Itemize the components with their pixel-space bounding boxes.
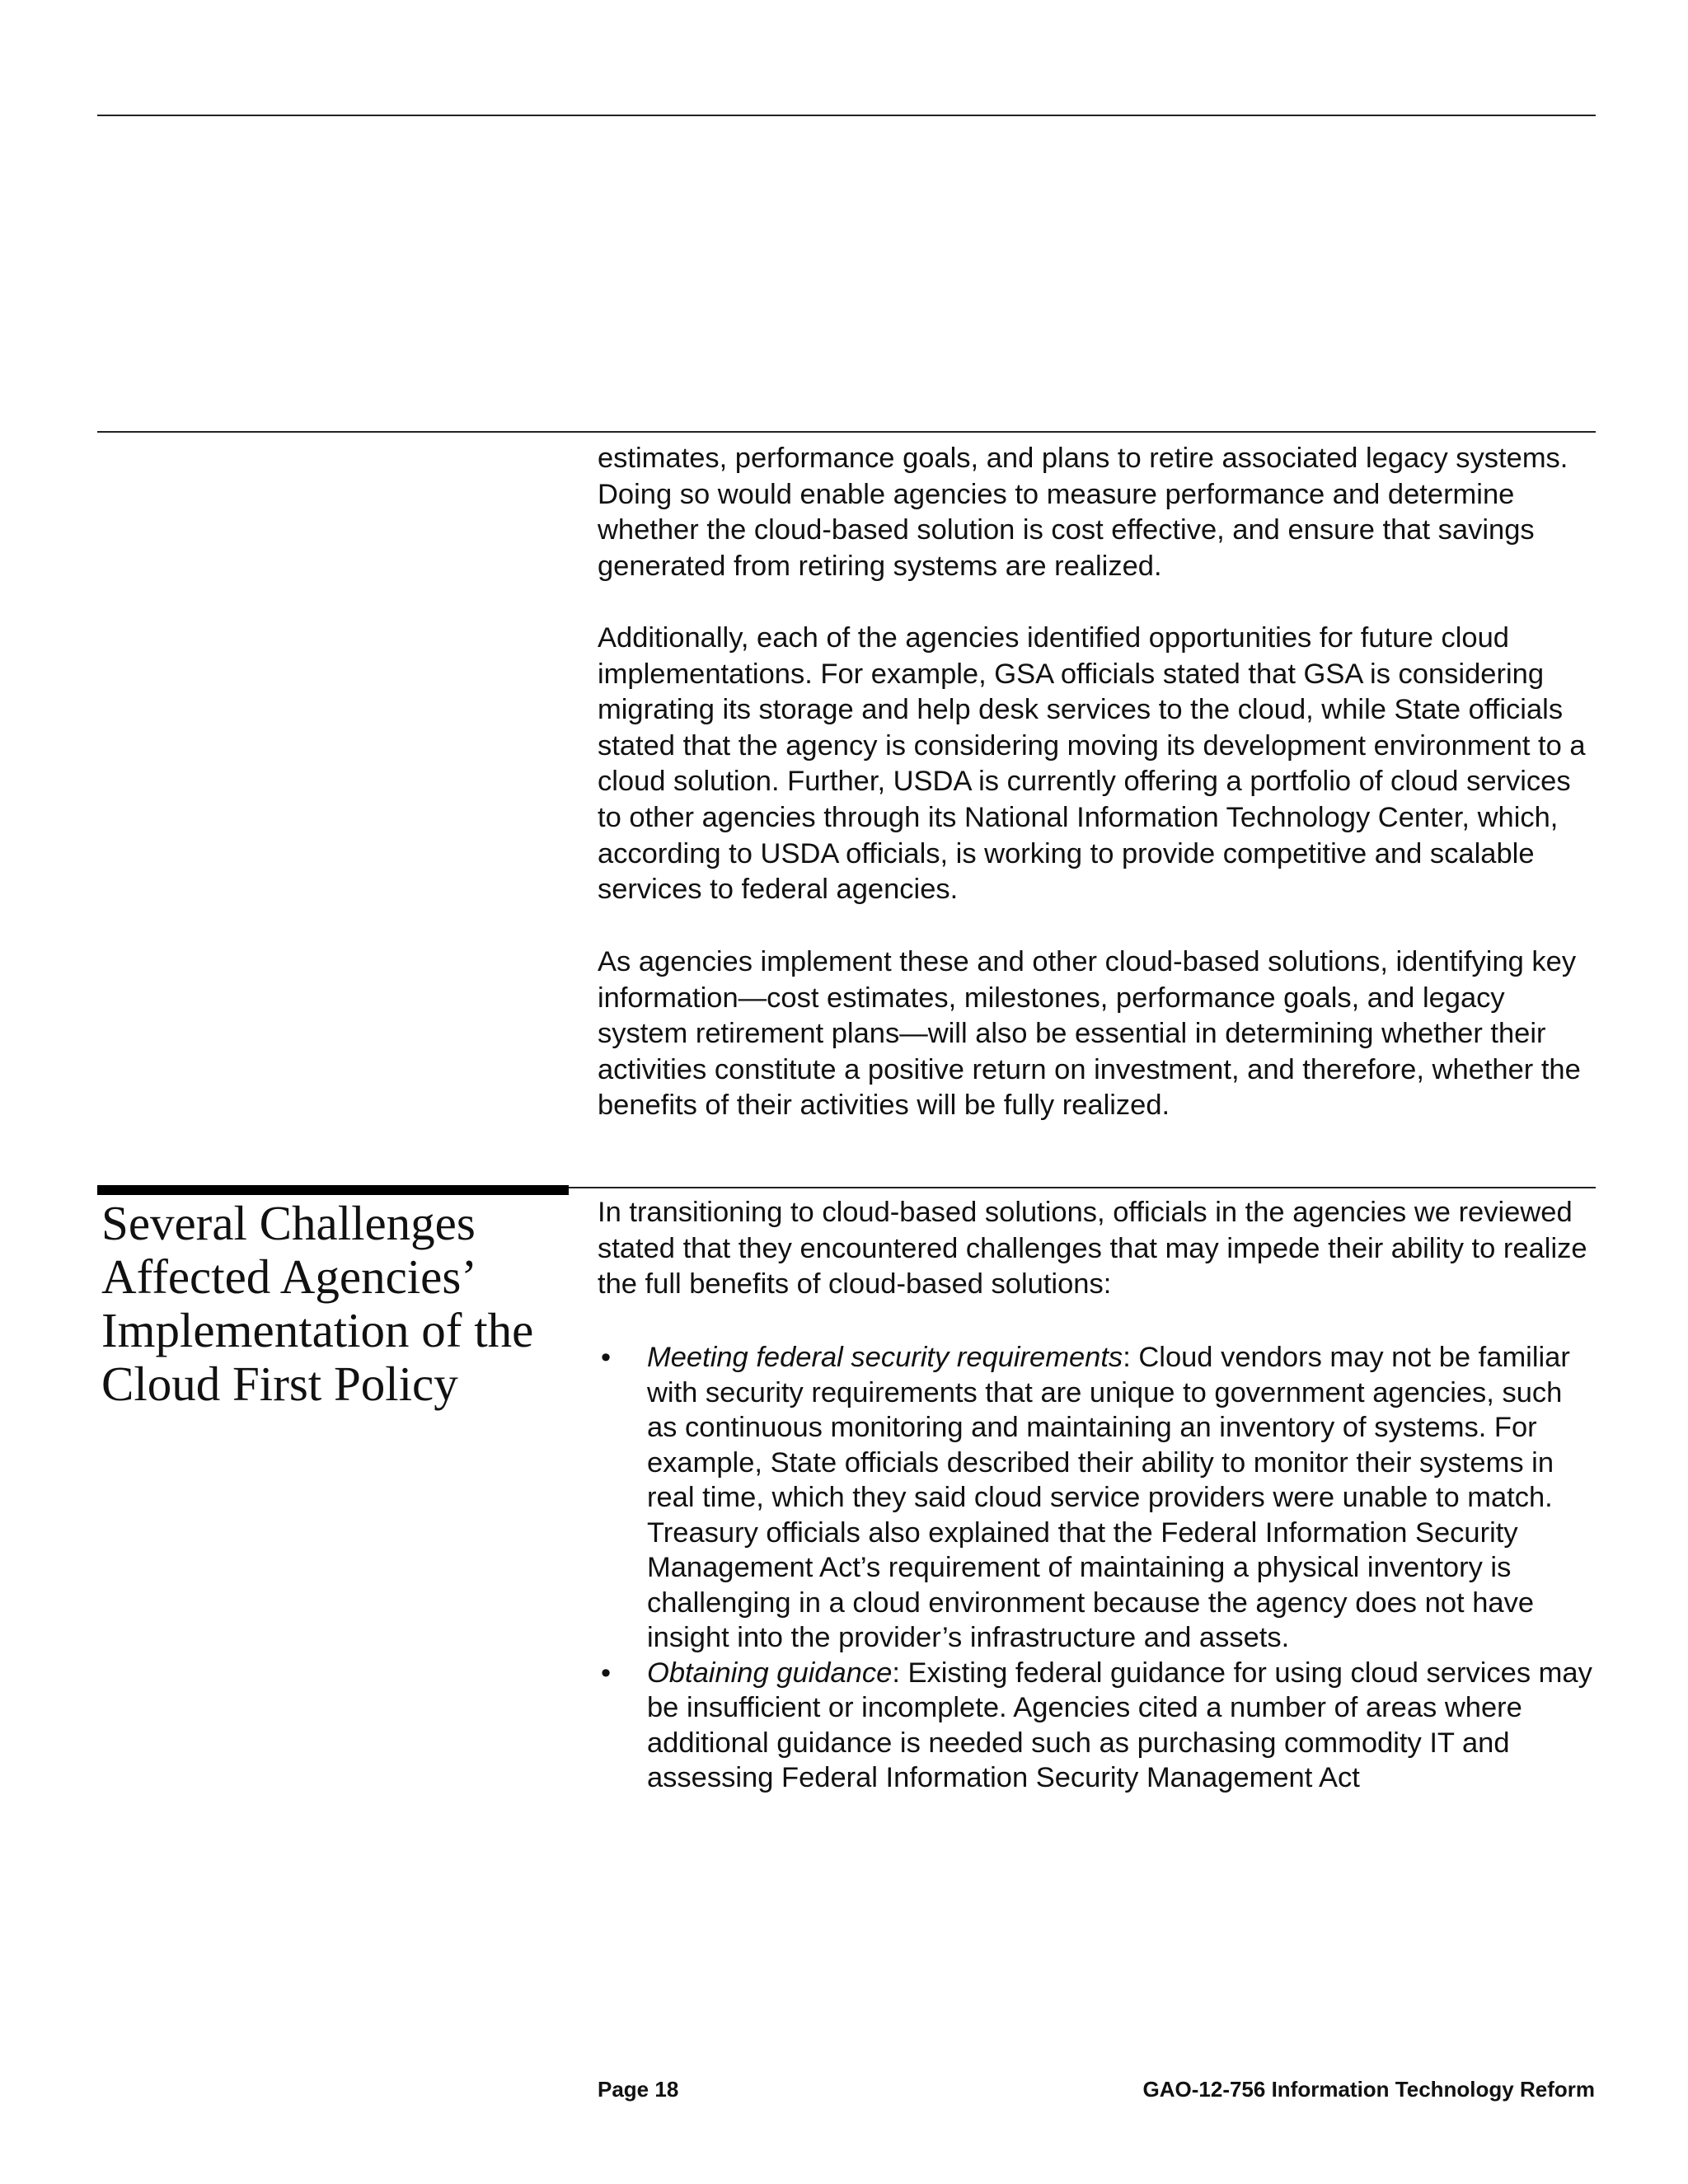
- bullet-term: Obtaining guidance: [647, 1657, 893, 1689]
- paragraph-challenges-intro: [598, 1195, 1599, 1303]
- section-heading: [101, 1197, 579, 1411]
- challenges-list: [598, 1340, 1599, 1796]
- section-heading-line: Affected Agencies’: [101, 1249, 477, 1304]
- paragraph-text: estimates, performance goals, and plans to retire associated legacy systems. Doing so would enable agencies to measure performance and determine whether the cloud-based solution is cost effective, and ensure that savings generated from retiring systems are realized.: [598, 443, 1568, 582]
- bullet-term: Meeting federal security requirements: [647, 1342, 1123, 1373]
- paragraph-opportunities: [598, 621, 1599, 908]
- section-rule: [97, 431, 1596, 433]
- page-number: Page 18: [598, 2077, 679, 2102]
- bullet-icon: •: [600, 1657, 612, 1689]
- list-item: [598, 1656, 1599, 1796]
- paragraph-text: Additionally, each of the agencies identified opportunities for future cloud implementations. For example, GSA officials stated that GSA is considering migrating its storage and help desk services to the cloud, while State officials stated that the agency is considering moving its development environment to a cloud solution. Further, USDA is currently offering a portfolio of cloud services to other agencies through its National Information Technology Center, which, according to USDA officials, is working to provide competitive and scalable services to federal agencies.: [598, 622, 1586, 906]
- paragraph-key-information: [598, 944, 1599, 1124]
- report-title: GAO-12-756 Information Technology Reform: [1142, 2077, 1595, 2102]
- list-item: [598, 1340, 1599, 1656]
- paragraph-text: In transitioning to cloud-based solutions, officials in the agencies we reviewed stated that they encountered challenges that may impede their ability to realize the full benefits of cloud-based solutions:: [598, 1197, 1587, 1301]
- bullet-text: : Existing federal guidance for using cloud services may be insufficient or incomplete. Agencies cited a number of areas where additional guidance is needed such as purchasing commodity IT and assessing Federal Information Security Management Act: [647, 1657, 1592, 1793]
- bullet-text: : Cloud vendors may not be familiar with security requirements that are unique to government agencies, such as continuous monitoring and maintaining an inventory of systems. For example, State officials described their ability to monitor their systems in real time, which they said cloud service providers were unable to match. Treasury officials also explained that the Federal Information Security Management Act’s requirement of maintaining a physical inventory is challenging in a cloud environment because the agency does not have insight into the provider’s infrastructure and assets.: [647, 1342, 1570, 1653]
- paragraph-continuation: [598, 441, 1599, 584]
- section-heading-line: Cloud First Policy: [101, 1357, 458, 1411]
- section-heading-line: Several Challenges: [101, 1196, 476, 1250]
- challenges-section-rule: [569, 1187, 1596, 1188]
- heading-bar: [97, 1185, 569, 1195]
- section-heading-line: Implementation of the: [101, 1303, 534, 1357]
- paragraph-text: As agencies implement these and other cloud-based solutions, identifying key information—cost estimates, milestones, performance goals, and legacy system retirement plans—will also be essential in determining whether their activities constitute a positive return on investment, and therefore, whether the benefits of their activities will be fully realized.: [598, 946, 1581, 1122]
- bullet-icon: •: [600, 1342, 612, 1373]
- header-rule: [97, 115, 1596, 116]
